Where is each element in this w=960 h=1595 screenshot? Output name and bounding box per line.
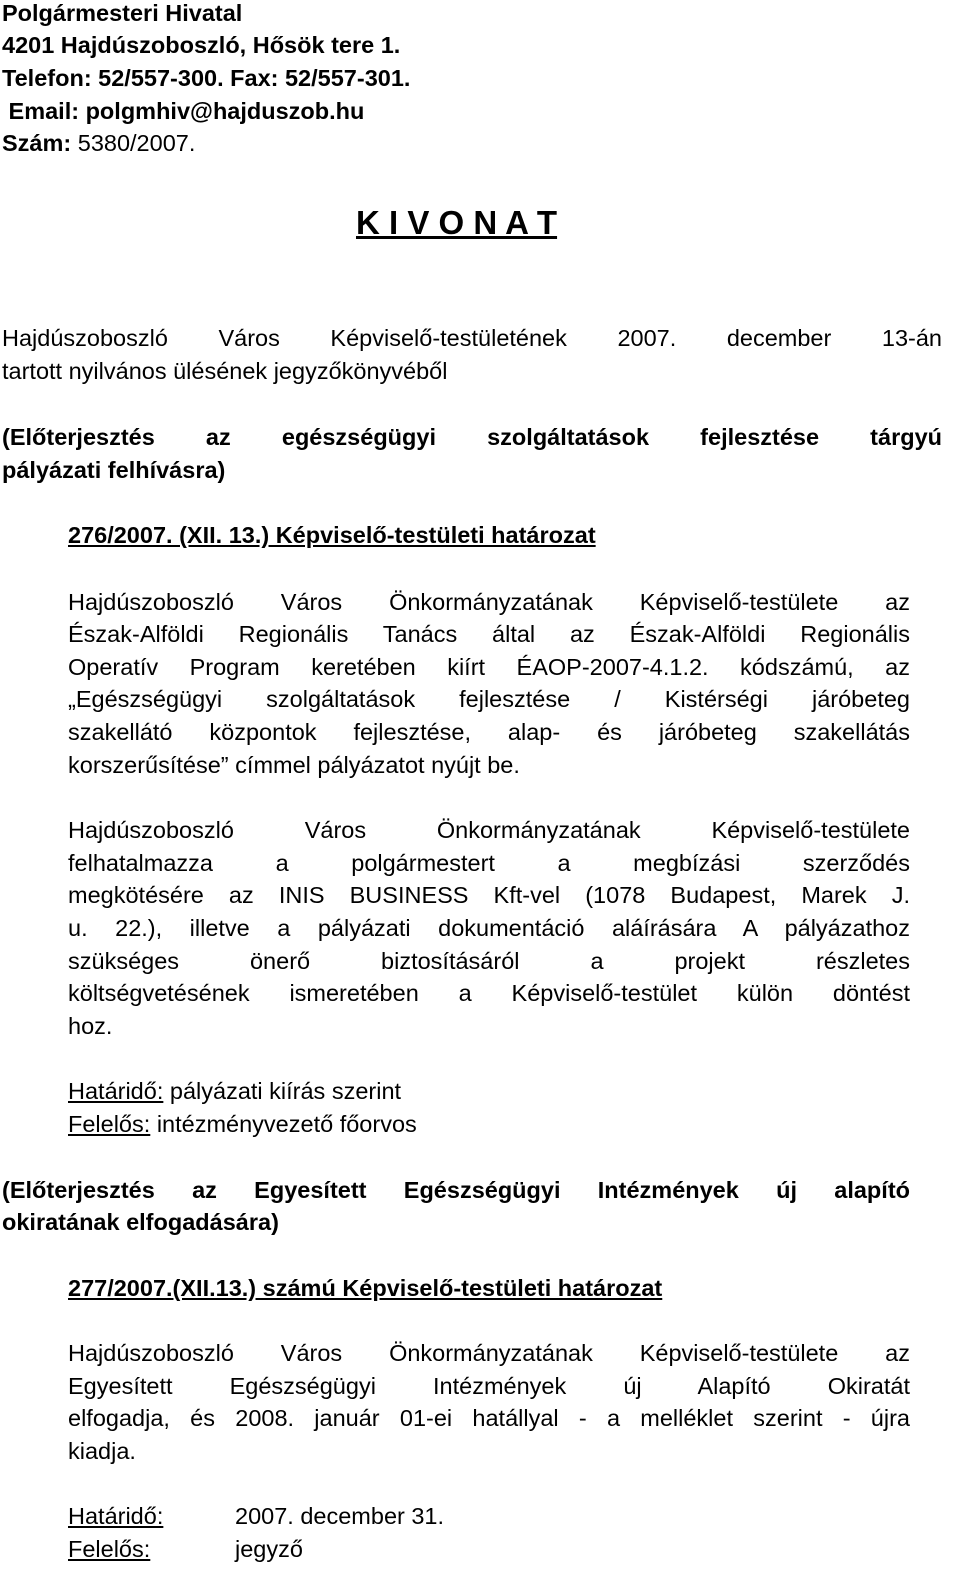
section2-deadline-label xyxy=(68,1503,235,1530)
section1-responsible xyxy=(68,1111,417,1138)
section1-para1-line-4: „Egészségügyi szolgáltatások fejlesztése / Kistérségi járóbeteg xyxy=(68,686,910,712)
reference-number-value: 5380/2007. xyxy=(71,130,196,156)
section2-para1-line-1: Hajdúszoboszló Város Önkormányzatának Képviselő-testülete az xyxy=(68,1340,910,1366)
section1-para1-line-6: korszerűsítése” címmel pályázatot nyújt be. xyxy=(68,752,520,778)
section1-para2-line-4: u. 22.), illetve a pályázati dokumentáció aláírására A pályázathoz xyxy=(68,915,910,941)
section1-para2-line-1: Hajdúszoboszló Város Önkormányzatának Képviselő-testülete xyxy=(68,817,910,843)
intro-line-1: Hajdúszoboszló Város Képviselő-testületének 2007. december 13-án xyxy=(2,325,942,351)
section1-para1-line-3: Operatív Program keretében kiírt ÉAOP-2007-4.1.2. kódszámú, az xyxy=(68,654,910,680)
section2-para1-line-4: kiadja. xyxy=(68,1438,136,1464)
section2-deadline-label-text: Határidő: xyxy=(68,1503,164,1529)
reference-number-label: Szám: xyxy=(2,130,72,156)
section1-responsible-value: intézményvezető főorvos xyxy=(150,1111,417,1137)
section1-para1-line-2: Észak-Alföldi Regionális Tanács által az Észak-Alföldi Regionális xyxy=(68,621,910,647)
section1-para2-line-6: költségvetésének ismeretében a Képviselő-testület külön döntést xyxy=(68,980,910,1006)
section1-para2-line-3: megkötésére az INIS BUSINESS Kft-vel (1078 Budapest, Marek J. xyxy=(68,882,910,908)
office-name: Polgármesteri Hivatal xyxy=(2,0,243,26)
section2-heading-line-2: okiratának elfogadására) xyxy=(2,1209,279,1235)
section2-deadline xyxy=(68,1503,444,1530)
section2-responsible-value: jegyző xyxy=(235,1536,303,1562)
section1-deadline xyxy=(68,1078,401,1105)
section2-responsible xyxy=(68,1536,303,1563)
section2-responsible-label xyxy=(68,1536,235,1563)
section1-responsible-label: Felelős: xyxy=(68,1111,151,1137)
section2-para1-line-3: elfogadja, és 2008. január 01-ei hatállyal - a melléklet szerint - újra xyxy=(68,1405,910,1431)
reference-number xyxy=(2,130,195,157)
intro-line-2: tartott nyilvános ülésének jegyzőkönyvéből xyxy=(2,358,448,384)
section2-responsible-label-text: Felelős: xyxy=(68,1536,151,1562)
section1-heading-line-2: pályázati felhívásra) xyxy=(2,457,226,483)
section1-para2-line-2: felhatalmazza a polgármestert a megbízási szerződés xyxy=(68,850,910,876)
section1-resolution-title: 276/2007. (XII. 13.) Képviselő-testületi határozat xyxy=(68,522,596,548)
section1-para1-line-5: szakellátó központok fejlesztése, alap- és járóbeteg szakellátás xyxy=(68,719,910,745)
section2-heading-line-1: (Előterjesztés az Egyesített Egészségügyi Intézmények új alapító xyxy=(2,1177,910,1203)
section2-resolution-title: 277/2007.(XII.13.) számú Képviselő-testületi határozat xyxy=(68,1275,663,1301)
office-address: 4201 Hajdúszoboszló, Hősök tere 1. xyxy=(2,32,401,58)
document-title: K I V O N A T xyxy=(356,204,558,241)
section1-deadline-label: Határidő: xyxy=(68,1078,164,1104)
section2-para1-line-2: Egyesített Egészségügyi Intézmények új Alapító Okiratát xyxy=(68,1373,910,1399)
section2-deadline-value: 2007. december 31. xyxy=(235,1503,445,1529)
section1-heading-line-1: (Előterjesztés az egészségügyi szolgáltatások fejlesztése tárgyú xyxy=(2,424,942,450)
section1-deadline-value: pályázati kiírás szerint xyxy=(163,1078,402,1104)
section1-para1-line-1: Hajdúszoboszló Város Önkormányzatának Képviselő-testülete az xyxy=(68,589,910,615)
office-phone-fax: Telefon: 52/557-300. Fax: 52/557-301. xyxy=(2,65,411,91)
office-email: Email: polgmhiv@hajduszob.hu xyxy=(2,98,365,124)
section1-para2-line-5: szükséges önerő biztosításáról a projekt részletes xyxy=(68,948,910,974)
section1-para2-line-7: hoz. xyxy=(68,1013,113,1039)
